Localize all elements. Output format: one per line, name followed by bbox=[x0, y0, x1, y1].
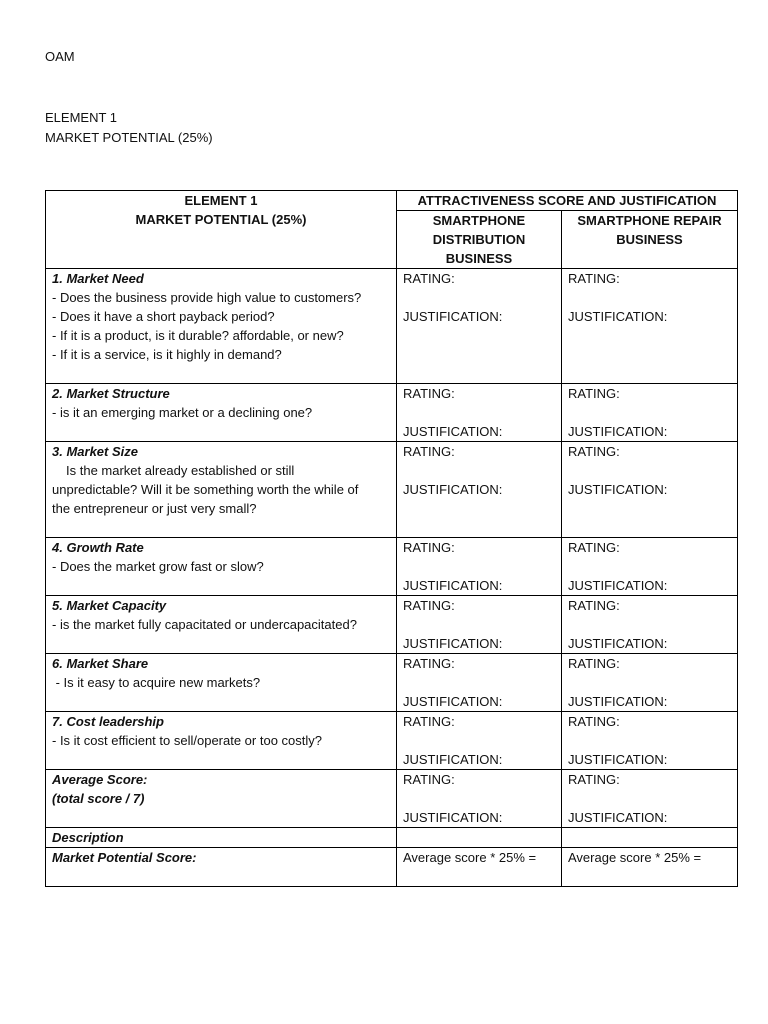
market-potential-heading: MARKET POTENTIAL (25%) bbox=[45, 130, 213, 145]
criterion-title: 4. Growth Rate bbox=[52, 540, 144, 555]
average-score-title: Average Score: bbox=[52, 772, 148, 787]
score-cell-repair[interactable] bbox=[562, 442, 738, 538]
table-header-row bbox=[46, 191, 738, 211]
score-cell-repair[interactable] bbox=[562, 654, 738, 712]
rating-label: RATING: bbox=[568, 540, 620, 555]
criterion-question: - If it is a service, is it highly in demand? bbox=[52, 347, 282, 362]
score-cell-distribution[interactable] bbox=[397, 442, 562, 538]
criterion-title: 5. Market Capacity bbox=[52, 598, 167, 613]
score-formula-repair-cell[interactable] bbox=[562, 848, 738, 887]
rating-label: RATING: bbox=[403, 598, 455, 613]
criterion-cell bbox=[46, 596, 397, 654]
criterion-question: - Does it have a short payback period? bbox=[52, 309, 275, 324]
average-score-formula: (total score / 7) bbox=[52, 791, 145, 806]
justification-label: JUSTIFICATION: bbox=[568, 424, 668, 439]
score-formula-text: Average score * 25% = bbox=[403, 850, 537, 865]
rating-label: RATING: bbox=[568, 598, 620, 613]
score-cell-distribution[interactable] bbox=[397, 654, 562, 712]
header-market-potential-label: MARKET POTENTIAL (25%) bbox=[135, 212, 307, 227]
market-potential-score-row bbox=[46, 848, 738, 887]
description-repair-cell[interactable] bbox=[562, 828, 738, 848]
justification-label: JUSTIFICATION: bbox=[403, 810, 503, 825]
rating-label: RATING: bbox=[403, 714, 455, 729]
description-cell bbox=[46, 828, 397, 848]
criterion-question: - Does the business provide high value to customers? bbox=[52, 290, 362, 305]
justification-label: JUSTIFICATION: bbox=[568, 636, 668, 651]
market-potential-score-label: Market Potential Score: bbox=[52, 850, 197, 865]
score-cell-repair[interactable] bbox=[562, 269, 738, 384]
criterion-question: - Is it cost efficient to sell/operate or too costly? bbox=[52, 733, 322, 748]
header-distribution-cell bbox=[397, 211, 562, 269]
header-attractiveness-cell bbox=[397, 191, 738, 211]
market-potential-table bbox=[45, 190, 738, 887]
market-potential-score-cell bbox=[46, 848, 397, 887]
table-row bbox=[46, 712, 738, 770]
score-cell-repair[interactable] bbox=[562, 538, 738, 596]
score-cell-repair[interactable] bbox=[562, 596, 738, 654]
description-label: Description bbox=[52, 830, 124, 845]
criterion-title: 6. Market Share bbox=[52, 656, 149, 671]
table-row bbox=[46, 654, 738, 712]
score-cell-distribution[interactable] bbox=[397, 538, 562, 596]
rating-label: RATING: bbox=[568, 386, 620, 401]
header-element-cell bbox=[46, 191, 397, 269]
header-element-label: ELEMENT 1 bbox=[184, 193, 258, 208]
score-cell-repair[interactable] bbox=[562, 712, 738, 770]
justification-label: JUSTIFICATION: bbox=[403, 482, 503, 497]
average-score-row bbox=[46, 770, 738, 828]
justification-label: JUSTIFICATION: bbox=[403, 578, 503, 593]
score-cell-distribution[interactable] bbox=[397, 770, 562, 828]
justification-label: JUSTIFICATION: bbox=[568, 482, 668, 497]
criterion-question: the entrepreneur or just very small? bbox=[52, 501, 257, 516]
header-repair-line: BUSINESS bbox=[616, 232, 683, 247]
criterion-question: - is the market fully capacitated or undercapacitated? bbox=[52, 617, 357, 632]
average-score-cell bbox=[46, 770, 397, 828]
criterion-title: 1. Market Need bbox=[52, 271, 144, 286]
rating-label: RATING: bbox=[403, 540, 455, 555]
header-repair-cell bbox=[562, 211, 738, 269]
justification-label: JUSTIFICATION: bbox=[403, 694, 503, 709]
criterion-cell bbox=[46, 712, 397, 770]
criterion-title: 3. Market Size bbox=[52, 444, 138, 459]
header-distribution-line: BUSINESS bbox=[445, 251, 513, 266]
criterion-cell bbox=[46, 654, 397, 712]
table-row bbox=[46, 269, 738, 384]
header-distribution-line: SMARTPHONE bbox=[432, 213, 526, 228]
rating-label: RATING: bbox=[568, 772, 620, 787]
header-distribution-line: DISTRIBUTION bbox=[432, 232, 526, 247]
table-row bbox=[46, 384, 738, 442]
criterion-question: - is it an emerging market or a declining one? bbox=[52, 405, 313, 420]
table-row bbox=[46, 538, 738, 596]
rating-label: RATING: bbox=[568, 271, 620, 286]
criterion-question: unpredictable? Will it be something worth the while of bbox=[52, 482, 359, 497]
criterion-title: 2. Market Structure bbox=[52, 386, 170, 401]
document-code: OAM bbox=[45, 49, 75, 64]
score-cell-distribution[interactable] bbox=[397, 712, 562, 770]
rating-label: RATING: bbox=[403, 271, 455, 286]
rating-label: RATING: bbox=[568, 656, 620, 671]
element-heading: ELEMENT 1 bbox=[45, 110, 118, 125]
description-distribution-cell[interactable] bbox=[397, 828, 562, 848]
criterion-cell bbox=[46, 442, 397, 538]
rating-label: RATING: bbox=[568, 714, 620, 729]
criterion-question: - Does the market grow fast or slow? bbox=[52, 559, 264, 574]
table-row bbox=[46, 442, 738, 538]
justification-label: JUSTIFICATION: bbox=[403, 752, 503, 767]
rating-label: RATING: bbox=[568, 444, 620, 459]
score-cell-repair[interactable] bbox=[562, 384, 738, 442]
justification-label: JUSTIFICATION: bbox=[403, 636, 503, 651]
justification-label: JUSTIFICATION: bbox=[568, 694, 668, 709]
score-cell-distribution[interactable] bbox=[397, 269, 562, 384]
header-attractiveness-label: ATTRACTIVENESS SCORE AND JUSTIFICATION bbox=[417, 193, 717, 208]
score-cell-repair[interactable] bbox=[562, 770, 738, 828]
justification-label: JUSTIFICATION: bbox=[568, 578, 668, 593]
table-row bbox=[46, 596, 738, 654]
justification-label: JUSTIFICATION: bbox=[568, 752, 668, 767]
criterion-question: - If it is a product, is it durable? affordable, or new? bbox=[52, 328, 344, 343]
header-repair-line: SMARTPHONE REPAIR bbox=[577, 213, 722, 228]
score-cell-distribution[interactable] bbox=[397, 596, 562, 654]
criterion-question: Is the market already established or still bbox=[66, 463, 295, 478]
score-formula-text: Average score * 25% = bbox=[568, 850, 702, 865]
justification-label: JUSTIFICATION: bbox=[403, 309, 503, 324]
score-cell-distribution[interactable] bbox=[397, 384, 562, 442]
rating-label: RATING: bbox=[403, 444, 455, 459]
justification-label: JUSTIFICATION: bbox=[568, 810, 668, 825]
score-formula-distribution-cell[interactable] bbox=[397, 848, 562, 887]
criterion-question: - Is it easy to acquire new markets? bbox=[52, 675, 261, 690]
criterion-cell bbox=[46, 538, 397, 596]
rating-label: RATING: bbox=[403, 656, 455, 671]
criterion-title: 7. Cost leadership bbox=[52, 714, 164, 729]
justification-label: JUSTIFICATION: bbox=[403, 424, 503, 439]
description-row bbox=[46, 828, 738, 848]
rating-label: RATING: bbox=[403, 772, 455, 787]
criterion-cell bbox=[46, 269, 397, 384]
justification-label: JUSTIFICATION: bbox=[568, 309, 668, 324]
rating-label: RATING: bbox=[403, 386, 455, 401]
criterion-cell bbox=[46, 384, 397, 442]
